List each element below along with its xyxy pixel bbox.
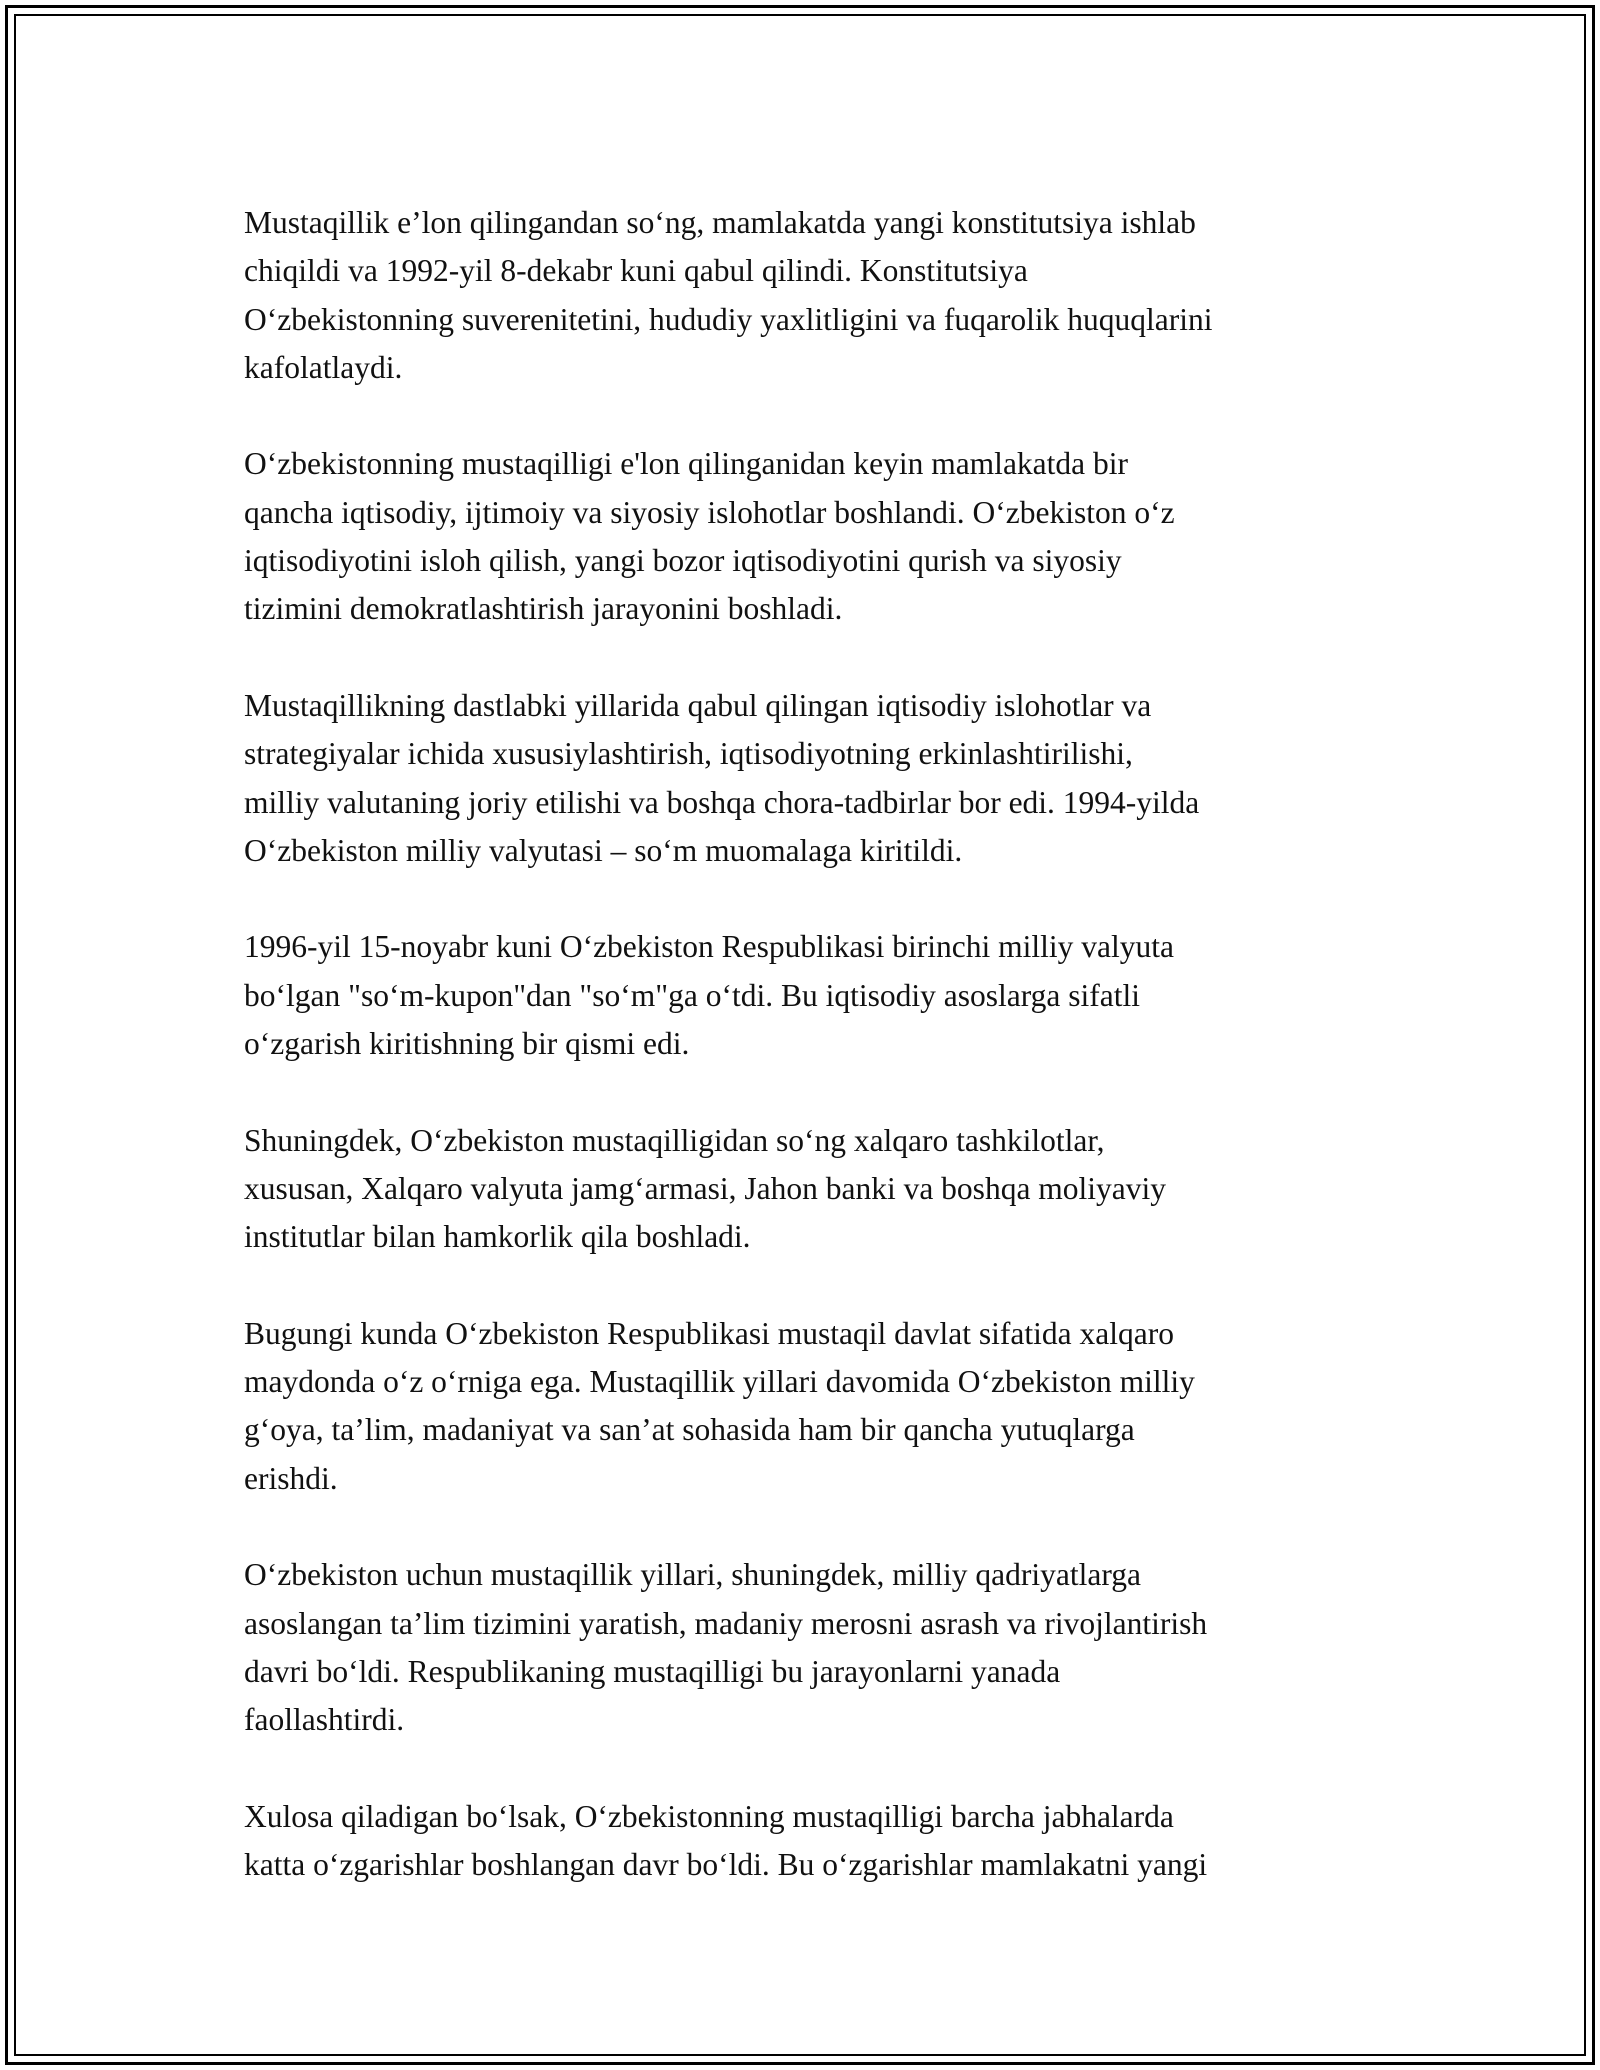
paragraph-economic-strategies bbox=[244, 682, 1384, 875]
text-line: O‘zbekistonning suverenitetini, hududiy yaxlitligini va fuqarolik huquqlarini bbox=[244, 301, 1213, 337]
paragraph-international-cooperation bbox=[244, 1117, 1384, 1262]
text-line: 1996-yil 15-noyabr kuni O‘zbekiston Respublikasi birinchi milliy valyuta bbox=[244, 929, 1174, 965]
text-line: Shuningdek, O‘zbekiston mustaqilligidan so‘ng xalqaro tashkilotlar, bbox=[244, 1122, 1105, 1158]
text-line: bo‘lgan "so‘m-kupon"dan "so‘m"ga o‘tdi. Bu iqtisodiy asoslarga sifatli bbox=[244, 977, 1140, 1013]
text-line: o‘zgarish kiritishning bir qismi edi. bbox=[244, 1026, 690, 1062]
text-line: strategiyalar ichida xususiylashtirish, iqtisodiyotning erkinlashtirilishi, bbox=[244, 736, 1133, 772]
text-line: O‘zbekiston milliy valyutasi – so‘m muomalaga kiritildi. bbox=[244, 832, 963, 868]
document-body bbox=[244, 199, 1384, 1938]
text-line: Xulosa qiladigan bo‘lsak, O‘zbekistonning mustaqilligi barcha jabhalarda bbox=[244, 1798, 1174, 1834]
text-line: Mustaqillik e’lon qilingandan so‘ng, mamlakatda yangi konstitutsiya ishlab bbox=[244, 205, 1196, 240]
text-line: institutlar bilan hamkorlik qila boshladi. bbox=[244, 1219, 751, 1255]
text-line: qancha iqtisodiy, ijtimoiy va siyosiy islohotlar boshlandi. O‘zbekiston o‘z bbox=[244, 494, 1175, 530]
text-line: milliy valutaning joriy etilishi va boshqa chora-tadbirlar bor edi. 1994-yilda bbox=[244, 784, 1200, 820]
text-line: Bugungi kunda O‘zbekiston Respublikasi mustaqil davlat sifatida xalqaro bbox=[244, 1315, 1174, 1351]
paragraph-constitution bbox=[244, 199, 1384, 392]
page-frame bbox=[5, 5, 1595, 2065]
text-line: erishdi. bbox=[244, 1460, 338, 1496]
text-line: g‘oya, ta’lim, madaniyat va san’at sohasida ham bir qancha yutuqlarga bbox=[244, 1412, 1135, 1448]
text-line: davri bo‘ldi. Respublikaning mustaqilligi bu jarayonlarni yanada bbox=[244, 1653, 1061, 1689]
text-line: katta o‘zgarishlar boshlangan davr bo‘ldi. Bu o‘zgarishlar mamlakatni yangi bbox=[244, 1847, 1208, 1883]
paragraph-achievements bbox=[244, 1310, 1384, 1503]
text-line: faollashtirdi. bbox=[244, 1702, 405, 1738]
text-line: O‘zbekistonning mustaqilligi e'lon qilinganidan keyin mamlakatda bir bbox=[244, 446, 1128, 482]
paragraph-currency bbox=[244, 923, 1384, 1068]
paragraph-conclusion bbox=[244, 1793, 1384, 1890]
paragraph-reforms bbox=[244, 440, 1384, 633]
text-line: chiqildi va 1992-yil 8-dekabr kuni qabul qilindi. Konstitutsiya bbox=[244, 253, 1028, 289]
text-line: tizimini demokratlashtirish jarayonini boshladi. bbox=[244, 591, 843, 627]
text-line: xususan, Xalqaro valyuta jamg‘armasi, Jahon banki va boshqa moliyaviy bbox=[244, 1170, 1167, 1206]
text-line: kafolatlaydi. bbox=[244, 349, 403, 385]
text-line: asoslangan ta’lim tizimini yaratish, madaniy merosni asrash va rivojlantirish bbox=[244, 1605, 1208, 1641]
text-line: maydonda o‘z o‘rniga ega. Mustaqillik yillari davomida O‘zbekiston milliy bbox=[244, 1364, 1195, 1400]
text-line: iqtisodiyotini isloh qilish, yangi bozor iqtisodiyotini qurish va siyosiy bbox=[244, 543, 1122, 579]
text-line: O‘zbekiston uchun mustaqillik yillari, shuningdek, milliy qadriyatlarga bbox=[244, 1557, 1142, 1593]
paragraph-education-culture bbox=[244, 1551, 1384, 1744]
text-line: Mustaqillikning dastlabki yillarida qabul qilingan iqtisodiy islohotlar va bbox=[244, 687, 1152, 723]
